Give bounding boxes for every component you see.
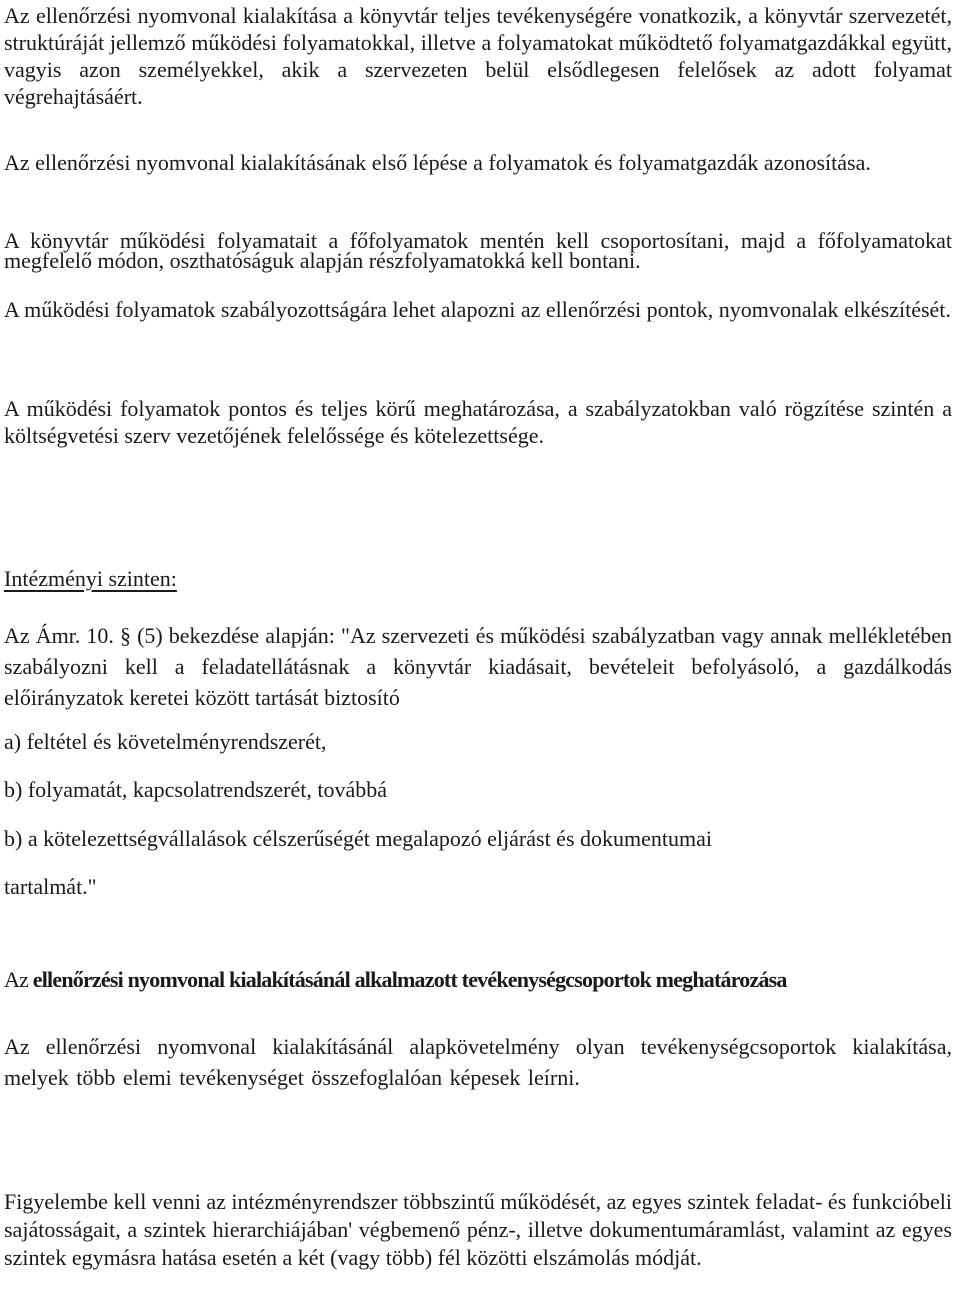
paragraph-requirement: Az ellenőrzési nyomvonal kialakításánál alapkövetelmény olyan tevékenységcsoportok kialakítása, melyek több elemi tevékenységet összefoglalóan képesek leírni.: [4, 1034, 952, 1090]
paragraph-regulation: A működési folyamatok szabályozottságára lehet alapozni az ellenőrzési pontok, nyomvonalak elkészítését.: [4, 297, 951, 322]
list-item-c: b) a kötelezettségvállalások célszerűségét megalapozó eljárást és dokumentumai: [4, 826, 712, 851]
paragraph-consider: Figyelembe kell venni az intézményrendszer többszintű működését, az egyes szintek feladat- és funkcióbeli sajátosságait, a szintek hierarchiájában' végbemenő pénz-, illetve dokumentumáramlást, valamint az egyes szintek egymásra hatása esetén a két (vagy több) fél közötti elszámolás módját.: [4, 1189, 952, 1270]
section-title: Intézményi szinten:: [4, 566, 177, 591]
paragraph-grouping: A könyvtár működési folyamatait a főfolyamatok mentén kell csoportosítani, majd a főfolyamatokat megfelelő módon, oszthatóságuk alapján részfolyamatokká kell bontani.: [4, 228, 952, 273]
paragraph-first-step: Az ellenőrzési nyomvonal kialakításának első lépése a folyamatok és folyamatgazdák azonosítása.: [4, 150, 871, 175]
paragraph-responsibility: A működési folyamatok pontos és teljes körű meghatározása, a szabályzatokban való rögzítése szintén a költségvetési szerv vezetőjének felelőssége és kötelezettsége.: [4, 396, 952, 448]
heading-prefix: Az: [4, 967, 33, 992]
section-heading: [4, 966, 952, 993]
list-item-c-end: tartalmát.": [4, 874, 97, 899]
paragraph-amr-quote: Az Ámr. 10. § (5) bekezdése alapján: "Az szervezeti és működési szabályzatban vagy annak mellékletében szabályozni kell a feladatellátásnak a könyvtár kiadásait, bevételeit befolyásoló, a gazdálkodás előirányzatok keretei között tartását biztosító: [4, 623, 952, 710]
heading-bold: ellenőrzési nyomvonal kialakításánál alkalmazott tevékenységcsoportok meghatározása: [32, 967, 787, 992]
paragraph-scope: Az ellenőrzési nyomvonal kialakítása a könyvtár teljes tevékenységére vonatkozik, a könyvtár szervezetét, struktúráját jellemző működési folyamatokkal, illetve a folyamatokat működtető folyamatgazdákkal együtt, vagyis azon személyekkel, akik a szervezeten belül elsődlegesen felelősek az adott folyamat végrehajtásáért.: [4, 3, 952, 109]
list-item-b: b) folyamatát, kapcsolatrendszerét, továbbá: [4, 777, 388, 802]
list-item-a: a) feltétel és követelményrendszerét,: [4, 729, 327, 754]
